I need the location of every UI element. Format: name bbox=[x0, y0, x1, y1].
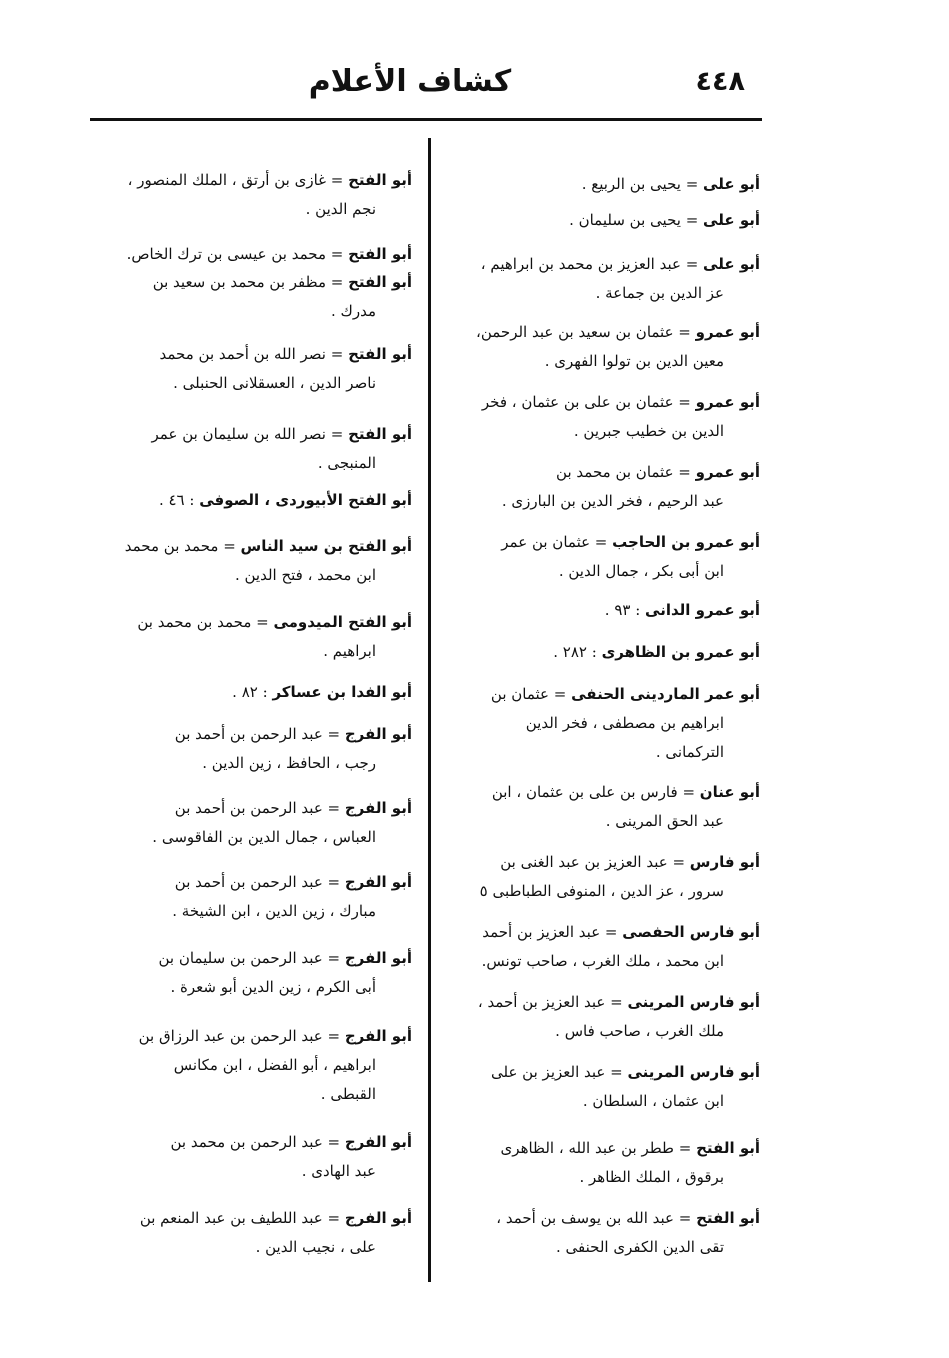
entry-line: رجب ، الحافظ ، زين الدين . bbox=[202, 754, 376, 772]
index-entry bbox=[90, 486, 412, 515]
entry-line: معين الدين بن تولوا الفهرى . bbox=[544, 352, 724, 370]
entry-line: أبو على = يحيى بن سليمان . bbox=[569, 211, 760, 229]
entry-line: أبو الفتح = ططر بن عبد الله ، الظاهرى bbox=[500, 1139, 760, 1157]
page-number: ٤٤٨ bbox=[695, 66, 745, 97]
entry-line: العباس ، جمال الدين بن الفاقوسى . bbox=[152, 828, 376, 846]
index-entry bbox=[90, 268, 412, 326]
column-divider bbox=[428, 138, 431, 1282]
index-entry bbox=[438, 318, 760, 376]
index-entry bbox=[438, 988, 760, 1046]
entry-line: أبو الفرج = عبد الرحمن بن أحمد بن bbox=[174, 725, 412, 743]
index-entry bbox=[438, 388, 760, 446]
index-entry bbox=[438, 680, 760, 767]
entry-line: أبو الفرج = عبد الرحمن بن محمد بن bbox=[170, 1133, 412, 1151]
index-entry bbox=[90, 420, 412, 478]
index-entry bbox=[438, 170, 760, 199]
entry-line: أبو الفتح = مظفر بن محمد بن سعيد بن bbox=[152, 273, 412, 291]
entry-line: ابن عثمان ، السلطان . bbox=[582, 1092, 724, 1110]
entry-line: عبد الحق المرينى . bbox=[605, 812, 724, 830]
entry-line: أبو الفرج = عبد اللطيف بن عبد المنعم بن bbox=[139, 1209, 412, 1227]
index-entry bbox=[438, 250, 760, 308]
index-entry bbox=[438, 848, 760, 906]
entry-line: الدين بن خطيب جبرين . bbox=[573, 422, 724, 440]
entry-line: ابن أبى بكر ، جمال الدين . bbox=[558, 562, 724, 580]
index-entry bbox=[438, 918, 760, 976]
index-entry bbox=[90, 678, 412, 707]
entry-line: أبو عنان = فارس بن على بن عثمان ، ابن bbox=[491, 783, 760, 801]
entry-line: أبو الفتح = نصر الله بن سليمان بن عمر bbox=[151, 425, 412, 443]
entry-line: ابن محمد ، فتح الدين . bbox=[234, 566, 376, 584]
entry-line: ملك الغرب ، صاحب فاس . bbox=[555, 1022, 724, 1040]
index-entry bbox=[90, 166, 412, 224]
index-entry bbox=[438, 1134, 760, 1192]
entry-line: أبو فارس = عبد العزيز بن عبد الغنى بن bbox=[500, 853, 760, 871]
index-entry bbox=[438, 638, 760, 667]
entry-line: ابراهيم . bbox=[323, 642, 376, 660]
index-entry bbox=[438, 596, 760, 625]
index-entry bbox=[438, 528, 760, 586]
index-entry bbox=[90, 532, 412, 590]
entry-line: أبو على = يحيى بن الربيع . bbox=[581, 175, 760, 193]
entry-line: أبو الفرج = عبد الرحمن بن عبد الرزاق بن bbox=[138, 1027, 412, 1045]
page-title: كشاف الأعلام bbox=[308, 64, 512, 99]
index-entry bbox=[90, 608, 412, 666]
entry-line: أبو فارس المرينى = عبد العزيز بن أحمد ، bbox=[477, 993, 760, 1011]
entry-line: أبو الفرج = عبد الرحمن بن أحمد بن bbox=[174, 873, 412, 891]
index-entry bbox=[90, 868, 412, 926]
entry-line: سرور ، عز الدين ، المنوفى الطباطبى ٥ bbox=[479, 882, 724, 900]
entry-line: أبو عمرو بن الظاهرى : ٢٨٢ . bbox=[553, 643, 760, 661]
entry-line: ابن محمد ، ملك الغرب ، صاحب تونس. bbox=[481, 952, 724, 970]
entry-line: مدرك . bbox=[330, 302, 376, 320]
entry-line: المنبجى . bbox=[317, 454, 376, 472]
index-entry bbox=[90, 794, 412, 852]
entry-line: تقى الدين الكفرى الحنفى . bbox=[556, 1238, 724, 1256]
entry-line: أبو الفرج = عبد الرحمن بن سليمان بن bbox=[158, 949, 412, 967]
index-entry bbox=[90, 340, 412, 398]
index-entry bbox=[438, 1058, 760, 1116]
entry-line: ابراهيم بن مصطفى ، فخر الدين bbox=[525, 714, 724, 732]
entry-line: أبو الفرج = عبد الرحمن بن أحمد بن bbox=[174, 799, 412, 817]
header-rule bbox=[90, 118, 762, 121]
entry-line: أبو الفتح = عبد الله بن يوسف بن أحمد ، bbox=[496, 1209, 760, 1227]
entry-line: عبد الهادى . bbox=[301, 1162, 376, 1180]
entry-line: التركمانى . bbox=[655, 743, 724, 761]
index-entry bbox=[90, 1204, 412, 1262]
index-entry bbox=[438, 778, 760, 836]
entry-line: أبو الفتح = نصر الله بن أحمد بن محمد bbox=[159, 345, 412, 363]
entry-line: أبو على = عبد العزيز بن محمد بن ابراهيم ، bbox=[480, 255, 760, 273]
entry-line: أبو عمرو الدانى : ٩٣ . bbox=[604, 601, 760, 619]
entry-line: القبطى . bbox=[320, 1085, 376, 1103]
index-entry bbox=[90, 240, 412, 269]
entry-line: أبو عمرو = عثمان بن على بن عثمان ، فخر bbox=[481, 393, 760, 411]
entry-line: مبارك ، زين الدين ، ابن الشيخة . bbox=[172, 902, 376, 920]
entry-line: أبو الفتح الأبيوردى ، الصوفى : ٤٦ . bbox=[158, 491, 412, 509]
entry-line: أبو فارس الحفصى = عبد العزيز بن أحمد bbox=[482, 923, 760, 941]
entry-line: أبو عمرو بن الحاجب = عثمان بن عمر bbox=[501, 533, 760, 551]
index-entry bbox=[90, 1022, 412, 1109]
entry-line: برقوق ، الملك الظاهر . bbox=[579, 1168, 724, 1186]
entry-line: أبو عمرو = عثمان بن سعيد بن عبد الرحمن، bbox=[476, 323, 760, 341]
entry-line: نجم الدين . bbox=[305, 200, 376, 218]
entry-line: ناصر الدين ، العسقلانى الحنبلى . bbox=[173, 374, 376, 392]
entry-line: عبد الرحيم ، فخر الدين بن البارزى . bbox=[501, 492, 724, 510]
entry-line: أبو الفتح الميدومى = محمد بن محمد بن bbox=[137, 613, 412, 631]
entry-line: أبو الفتح = غازى بن أرتق ، الملك المنصور ، bbox=[127, 171, 412, 189]
page-header bbox=[0, 58, 949, 118]
entry-line: على ، نجيب الدين . bbox=[255, 1238, 376, 1256]
index-entry bbox=[90, 1128, 412, 1186]
entry-line: أبو عمر الماردينى الحنفى = عثمان بن bbox=[490, 685, 760, 703]
entry-line: أبو الفتح = محمد بن عيسى بن ترك الخاص. bbox=[126, 245, 412, 263]
entry-line: أبو الفتح بن سيد الناس = محمد بن محمد bbox=[124, 537, 412, 555]
index-entry bbox=[438, 206, 760, 235]
entry-line: أبو عمرو = عثمان بن محمد بن bbox=[556, 463, 760, 481]
index-entry bbox=[438, 1204, 760, 1262]
entry-line: أبى الكرم ، زين الدين أبو شعرة . bbox=[170, 978, 376, 996]
index-entry bbox=[90, 944, 412, 1002]
index-entry bbox=[90, 720, 412, 778]
index-entry bbox=[438, 458, 760, 516]
entry-line: أبو الفدا بن عساكر : ٨٢ . bbox=[232, 683, 412, 701]
entry-line: أبو فارس المرينى = عبد العزيز بن على bbox=[491, 1063, 760, 1081]
entry-line: ابراهيم ، أبو الفضل ، ابن مكانس bbox=[173, 1056, 376, 1074]
entry-line: عز الدين بن جماعة . bbox=[595, 284, 724, 302]
